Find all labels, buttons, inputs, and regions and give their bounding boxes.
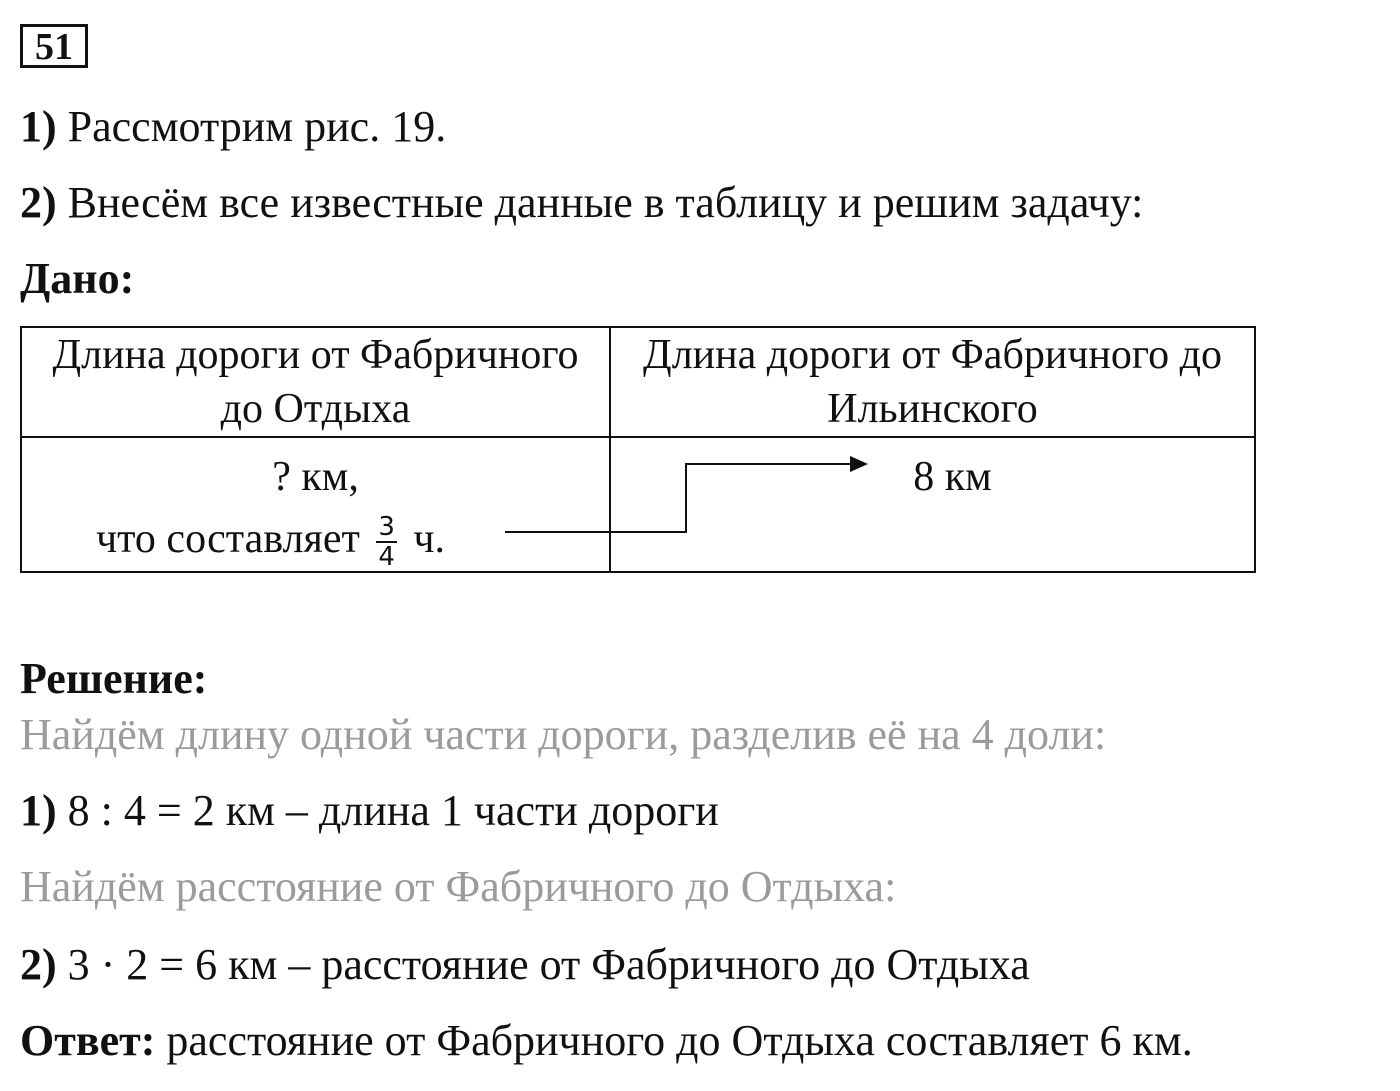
solution-step-1-number: 1) bbox=[20, 786, 57, 835]
problem-number: 51 bbox=[20, 24, 88, 68]
given-label: Дано: bbox=[20, 254, 135, 303]
answer-text: расстояние от Фабричного до Отдыха составляет 6 км. bbox=[166, 1016, 1193, 1065]
solution-step-2-number: 2) bbox=[20, 940, 57, 989]
step-2-text: Внесём все известные данные в таблицу и решим задачу: bbox=[67, 178, 1144, 227]
solution-step-2 bbox=[20, 940, 1030, 990]
fraction-denominator: 4 bbox=[378, 542, 395, 573]
header-1-line-1: Длина дороги от Фабричного bbox=[52, 332, 579, 378]
unknown-distance: ? км, bbox=[272, 454, 359, 500]
step-2-number: 2) bbox=[20, 178, 57, 227]
solution-step-1 bbox=[20, 786, 719, 836]
solution-step-1-text: 8 : 4 = 2 км – длина 1 части дороги bbox=[67, 786, 719, 835]
solution-step-2-text: 3 · 2 = 6 км – расстояние от Фабричного до Отдыха bbox=[67, 940, 1030, 989]
header-2-line-1: Длина дороги от Фабричного до bbox=[643, 332, 1222, 378]
solution-hint-2: Найдём расстояние от Фабричного до Отдыха: bbox=[20, 862, 897, 911]
fraction-numerator: 3 bbox=[378, 512, 395, 543]
header-1-line-2: до Отдыха bbox=[220, 386, 411, 432]
solution-label: Решение: bbox=[20, 654, 208, 703]
header-2-line-2: Ильинского bbox=[827, 386, 1038, 432]
answer-label: Ответ: bbox=[20, 1016, 156, 1065]
step-1-text: Рассмотрим рис. 19. bbox=[67, 102, 447, 151]
known-distance: 8 км bbox=[913, 454, 992, 500]
answer bbox=[20, 1016, 1193, 1066]
step-1-number: 1) bbox=[20, 102, 57, 151]
solution-hint-1: Найдём длину одной части дороги, разделив её на 4 доли: bbox=[20, 710, 1107, 759]
fraction-suffix: ч. bbox=[413, 516, 445, 562]
fraction-prefix: что составляет bbox=[96, 516, 360, 562]
